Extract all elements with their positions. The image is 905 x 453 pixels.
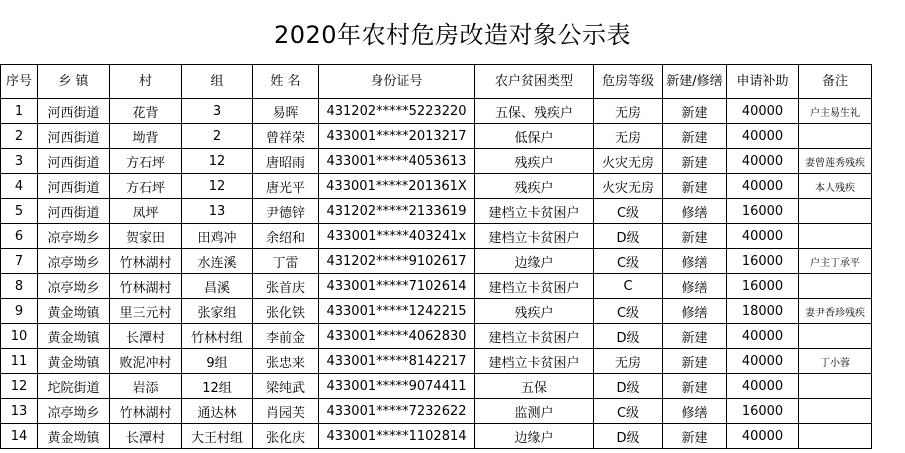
cell-village: 岩添 [110,374,182,399]
cell-build-type: 修缮 [663,399,727,424]
header-group: 组 [182,65,253,99]
cell-subsidy: 40000 [727,374,799,399]
cell-subsidy: 40000 [727,424,799,449]
cell-id-number: 433001*****2013217 [319,124,475,149]
cell-subsidy: 40000 [727,349,799,374]
cell-poverty-type: 残疾户 [475,299,594,324]
cell-remarks [799,224,872,249]
cell-risk-level: 火灾无房 [594,174,663,199]
cell-poverty-type: 建档立卡贫困户 [475,274,594,299]
cell-build-type: 新建 [663,99,727,124]
cell-village: 长潭村 [110,424,182,449]
table-row [1,149,872,174]
table-row [1,399,872,424]
cell-poverty-type: 建档立卡贫困户 [475,224,594,249]
cell-township: 河西街道 [38,124,110,149]
cell-build-type: 新建 [663,324,727,349]
cell-id-number: 433001*****1242215 [319,299,475,324]
cell-name: 梁纯武 [253,374,319,399]
cell-group: 2 [182,124,253,149]
cell-subsidy: 40000 [727,149,799,174]
cell-name: 唐昭雨 [253,149,319,174]
cell-village: 贺家田 [110,224,182,249]
cell-risk-level: 无房 [594,99,663,124]
cell-risk-level: D级 [594,324,663,349]
cell-subsidy: 16000 [727,399,799,424]
cell-index: 1 [1,99,38,124]
table-row [1,299,872,324]
cell-index: 4 [1,174,38,199]
table-row [1,224,872,249]
cell-township: 凉亭坳乡 [38,249,110,274]
cell-build-type: 新建 [663,224,727,249]
cell-index: 14 [1,424,38,449]
cell-name: 肖园芙 [253,399,319,424]
header-subsidy: 申请补助 [727,65,799,99]
header-village: 村 [110,65,182,99]
cell-risk-level: C级 [594,249,663,274]
cell-index: 3 [1,149,38,174]
cell-remarks: 户主易生礼 [799,99,872,124]
cell-township: 河西街道 [38,174,110,199]
table-row [1,324,872,349]
cell-remarks: 户主丁承平 [799,249,872,274]
header-id-number: 身份证号 [319,65,475,99]
cell-risk-level: C [594,274,663,299]
cell-poverty-type: 边缘户 [475,424,594,449]
cell-poverty-type: 建档立卡贫困户 [475,324,594,349]
cell-village: 方石坪 [110,174,182,199]
cell-index: 10 [1,324,38,349]
cell-subsidy: 40000 [727,324,799,349]
cell-poverty-type: 边缘户 [475,249,594,274]
cell-risk-level: C级 [594,299,663,324]
cell-village: 坳背 [110,124,182,149]
cell-name: 唐光平 [253,174,319,199]
cell-remarks [799,324,872,349]
cell-poverty-type: 残疾户 [475,174,594,199]
table-row [1,349,872,374]
cell-build-type: 新建 [663,174,727,199]
cell-risk-level: 无房 [594,349,663,374]
cell-group: 田鸡冲 [182,224,253,249]
cell-subsidy: 40000 [727,99,799,124]
cell-remarks [799,199,872,224]
cell-poverty-type: 建档立卡贫困户 [475,199,594,224]
table-row [1,249,872,274]
cell-group: 水连溪 [182,249,253,274]
cell-subsidy: 40000 [727,124,799,149]
cell-poverty-type: 五保 [475,374,594,399]
cell-index: 11 [1,349,38,374]
cell-id-number: 433001*****403241x [319,224,475,249]
table-row [1,199,872,224]
table-row [1,124,872,149]
cell-name: 易晖 [253,99,319,124]
cell-name: 张忠来 [253,349,319,374]
cell-township: 凉亭坳乡 [38,274,110,299]
cell-village: 长潭村 [110,324,182,349]
cell-build-type: 新建 [663,149,727,174]
cell-remarks [799,124,872,149]
cell-group: 昌溪 [182,274,253,299]
cell-subsidy: 16000 [727,199,799,224]
table-title: 2020年农村危房改造对象公示表 [273,20,632,49]
cell-remarks [799,424,872,449]
cell-township: 河西街道 [38,199,110,224]
cell-township: 黄金坳镇 [38,299,110,324]
cell-id-number: 433001*****7102614 [319,274,475,299]
cell-remarks: 妻尹香珍残疾 [799,299,872,324]
cell-village: 竹林湖村 [110,274,182,299]
header-remarks: 备注 [799,65,872,99]
cell-group: 3 [182,99,253,124]
cell-risk-level: D级 [594,224,663,249]
cell-risk-level: D级 [594,374,663,399]
header-build-type: 新建/修缮 [663,65,727,99]
cell-name: 尹德锌 [253,199,319,224]
header-risk-level: 危房等级 [594,65,663,99]
cell-village: 花背 [110,99,182,124]
cell-id-number: 433001*****1102814 [319,424,475,449]
cell-remarks: 妻曾莲秀残疾 [799,149,872,174]
cell-index: 7 [1,249,38,274]
cell-township: 黄金坳镇 [38,324,110,349]
cell-risk-level: D级 [594,424,663,449]
cell-name: 张化庆 [253,424,319,449]
header-poverty-type: 农户贫困类型 [475,65,594,99]
cell-build-type: 新建 [663,374,727,399]
header-index: 序号 [1,65,38,99]
cell-subsidy: 18000 [727,299,799,324]
cell-index: 13 [1,399,38,424]
cell-group: 大王村组 [182,424,253,449]
cell-name: 丁雷 [253,249,319,274]
header-township: 乡 镇 [38,65,110,99]
cell-township: 黄金坳镇 [38,424,110,449]
cell-remarks: 丁小蓉 [799,349,872,374]
cell-id-number: 433001*****201361X [319,174,475,199]
cell-remarks [799,274,872,299]
table-row [1,99,872,124]
cell-subsidy: 16000 [727,249,799,274]
cell-build-type: 新建 [663,424,727,449]
cell-id-number: 431202*****5223220 [319,99,475,124]
table-row [1,174,872,199]
cell-index: 12 [1,374,38,399]
cell-remarks [799,399,872,424]
cell-group: 通达林 [182,399,253,424]
cell-subsidy: 40000 [727,224,799,249]
cell-name: 余绍和 [253,224,319,249]
cell-index: 9 [1,299,38,324]
cell-name: 张首庆 [253,274,319,299]
cell-poverty-type: 五保、残疾户 [475,99,594,124]
cell-build-type: 修缮 [663,199,727,224]
cell-risk-level: C级 [594,199,663,224]
cell-subsidy: 40000 [727,174,799,199]
cell-village: 里三元村 [110,299,182,324]
cell-id-number: 433001*****9074411 [319,374,475,399]
cell-remarks: 本人残疾 [799,174,872,199]
cell-village: 凤坪 [110,199,182,224]
cell-build-type: 修缮 [663,274,727,299]
cell-poverty-type: 建档立卡贫困户 [475,349,594,374]
table-row [1,424,872,449]
cell-name: 曾祥荣 [253,124,319,149]
cell-village: 败泥冲村 [110,349,182,374]
cell-id-number: 433001*****4062830 [319,324,475,349]
cell-group: 9组 [182,349,253,374]
cell-index: 8 [1,274,38,299]
table-row [1,274,872,299]
cell-group: 竹林村组 [182,324,253,349]
cell-subsidy: 16000 [727,274,799,299]
header-name: 姓 名 [253,65,319,99]
cell-remarks [799,374,872,399]
cell-id-number: 433001*****4053613 [319,149,475,174]
cell-village: 方石坪 [110,149,182,174]
cell-group: 12 [182,174,253,199]
cell-township: 凉亭坳乡 [38,224,110,249]
cell-township: 凉亭坳乡 [38,399,110,424]
cell-township: 坨院街道 [38,374,110,399]
cell-index: 2 [1,124,38,149]
cell-poverty-type: 低保户 [475,124,594,149]
cell-name: 张化铁 [253,299,319,324]
cell-build-type: 新建 [663,124,727,149]
cell-build-type: 新建 [663,349,727,374]
table-body [1,99,872,449]
cell-build-type: 修缮 [663,249,727,274]
cell-group: 12 [182,149,253,174]
cell-poverty-type: 残疾户 [475,149,594,174]
cell-poverty-type: 监测户 [475,399,594,424]
data-table [0,64,872,449]
table-row [1,374,872,399]
cell-id-number: 433001*****8142217 [319,349,475,374]
cell-id-number: 431202*****2133619 [319,199,475,224]
cell-risk-level: C级 [594,399,663,424]
cell-risk-level: 火灾无房 [594,149,663,174]
cell-village: 竹林湖村 [110,399,182,424]
cell-build-type: 修缮 [663,299,727,324]
cell-id-number: 433001*****7232622 [319,399,475,424]
cell-village: 竹林湖村 [110,249,182,274]
cell-group: 张家组 [182,299,253,324]
cell-id-number: 431202*****9102617 [319,249,475,274]
cell-township: 河西街道 [38,99,110,124]
cell-name: 李前金 [253,324,319,349]
cell-index: 6 [1,224,38,249]
cell-township: 黄金坳镇 [38,349,110,374]
cell-group: 12组 [182,374,253,399]
cell-group: 13 [182,199,253,224]
cell-risk-level: 无房 [594,124,663,149]
cell-index: 5 [1,199,38,224]
cell-township: 河西街道 [38,149,110,174]
header-row [1,65,872,99]
